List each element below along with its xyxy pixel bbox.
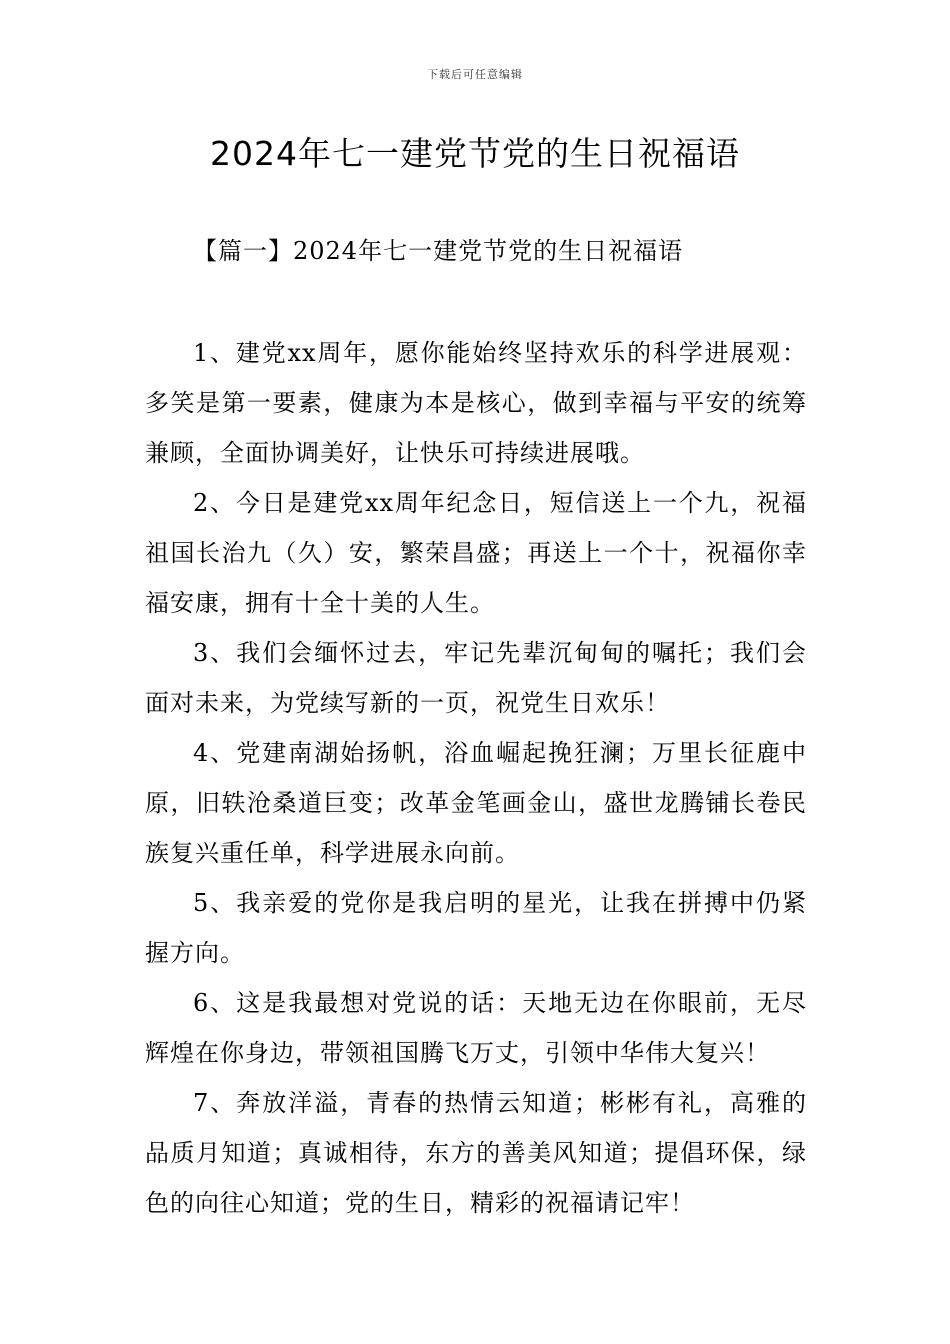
paragraph-7: 7、奔放洋溢，青春的热情云知道；彬彬有礼，高雅的品质月知道；真诚相待，东方的善美风知道；提倡环保，绿色的向往心知道；党的生日，精彩的祝福请记牢！: [145, 1089, 807, 1217]
document-title: 2024年七一建党节党的生日祝福语: [210, 134, 740, 173]
section-heading: 【篇一】2024年七一建党节党的生日祝福语: [193, 237, 684, 265]
paragraph-2: 2、今日是建党xx周年纪念日，短信送上一个九，祝福祖国长治九（久）安，繁荣昌盛；再送上一个十，祝福你幸福安康，拥有十全十美的人生。: [145, 489, 807, 617]
paragraph-5: 5、我亲爱的党你是我启明的星光，让我在拼搏中仍紧握方向。: [145, 889, 807, 967]
header-note: 下载后可任意编辑: [427, 68, 523, 81]
paragraph-4: 4、党建南湖始扬帆，浴血崛起挽狂澜；万里长征鹿中原，旧轶沧桑道巨变；改革金笔画金山，盛世龙腾铺长卷民族复兴重任单，科学进展永向前。: [145, 739, 807, 867]
paragraph-3: 3、我们会缅怀过去，牢记先辈沉甸甸的嘱托；我们会面对未来，为党续写新的一页，祝党生日欢乐！: [145, 639, 807, 717]
body-text: [145, 328, 807, 1228]
paragraph-6: 6、这是我最想对党说的话：天地无边在你眼前，无尽辉煌在你身边，带领祖国腾飞万丈，引领中华伟大复兴！: [145, 989, 807, 1067]
paragraph-1: 1、建党xx周年，愿你能始终坚持欢乐的科学进展观：多笑是第一要素，健康为本是核心，做到幸福与平安的统筹兼顾，全面协调美好，让快乐可持续进展哦。: [145, 339, 807, 467]
